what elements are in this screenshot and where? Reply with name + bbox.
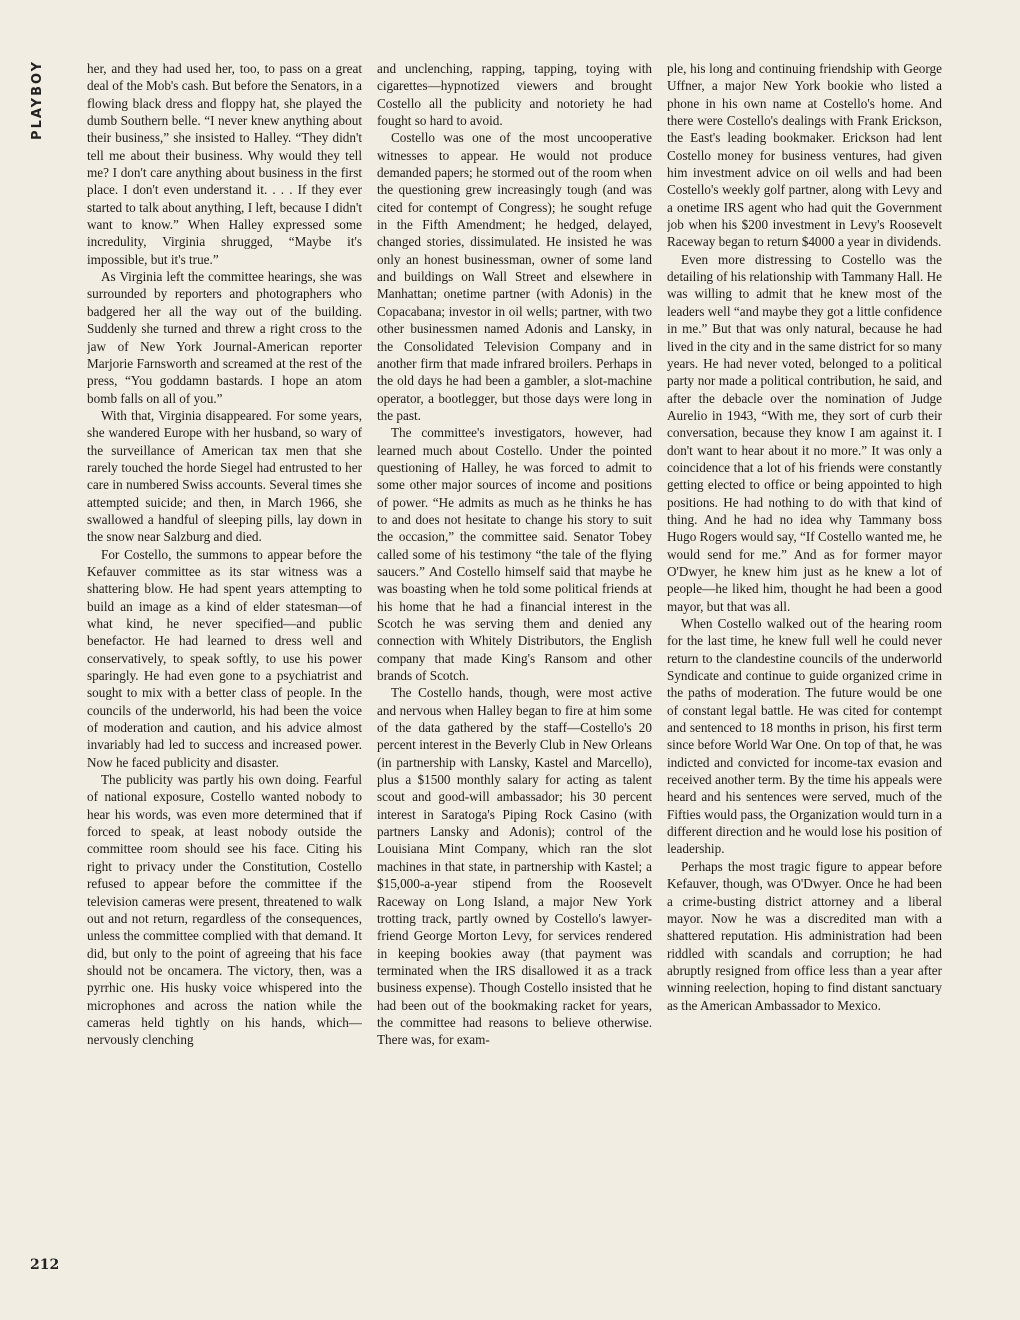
paragraph: Perhaps the most tragic figure to appear before Kefauver, though, was O'Dwyer. Once he had been a crime-busting district attorney and a liberal mayor. Now he was a discredited man with a shattered reputation. His administration had been riddled with scandals and corruption; he had abruptly resigned from office less than a year after winning reelection, hoping to find distant sanctuary as the American Ambassador to Mexico. — [667, 858, 942, 1013]
paragraph: ple, his long and continuing friendship with George Uffner, a major New York bookie who listed a phone in his own name at Costello's home. And there were Costello's dealings with Frank Erickson, the East's leading bookmaker. Erickson had lent Costello money for business ventures, had given him investment advice on oil wells and had been Costello's weekly golf partner, along with Levy and a onetime IRS agent who had quit the Government job when his $200 investment in Levy's Roosevelt Raceway began to return $4000 a year in dividends. — [667, 61, 942, 250]
text-column-3 — [667, 60, 942, 1270]
paragraph: Costello was one of the most uncooperative witnesses to appear. He would not produce demanded papers; he stormed out of the room when the questioning grew increasingly tough (and was cited for contempt of Congress); he sought refuge in the Fifth Amendment; he hedged, delayed, changed stories, dissimulated. He insisted he was only an honest businessman, owner of some land and buildings on Wall Street and elsewhere in Manhattan; onetime partner (with Adonis) in the Copacabana; investor in oil wells; partner, with two other businessmen named Adonis and Lansky, in the Consolidated Television Company and in another firm that made infrared broilers. Perhaps in the old days he had been a gambler, a slot-machine operator, a bootlegger, but those days were long in the past. — [377, 130, 652, 423]
paragraph: When Costello walked out of the hearing room for the last time, he knew full well he could never return to the clandestine councils of the underworld Syndicate and continue to guide organized crime in the paths of moderation. The future would be one of constant legal battle. He was cited for contempt and sentenced to 18 months in prison, his first term since before World War One. On top of that, he was indicted and convicted for income-tax evasion and received another term. By the time his appeals were heard and his sentences were served, much of the Fifties would pass, the Organization would turn in a different direction and he would lose his position of leadership. — [667, 616, 942, 857]
paragraph: With that, Virginia disappeared. For some years, she wandered Europe with her husband, so wary of the surveillance of American tax men that she rarely touched the horde Siegel had entrusted to her care in numbered Swiss accounts. Several times she attempted suicide; and then, in March 1966, she swallowed a handful of sleeping pills, lay down in the snow near Salzburg and died. — [87, 407, 362, 545]
masthead-strip — [30, 60, 50, 140]
paragraph: Even more distressing to Costello was the detailing of his relationship with Tammany Hall. He was willing to admit that he knew most of the leaders well “and maybe they got a little confidence in me.” But that was only natural, because he had lived in the city and in the same district for so many years. He had never voted, belonged to a political party nor made a political contribution, he said, and after the debacle over the nomination of Judge Aurelio in 1943, “With me, they sort of curb their conversation, because they know I am against it. I don't want to hear about it no more.” It was only a coincidence that a lot of his friends were constantly getting elected to office or being appointed to high positions. He had nothing to do with that kind of thing. And he had no idea why Tammany boss Hugo Rogers would say, “If Costello wanted me, he would send for me.” And as for former mayor O'Dwyer, he knew him just as he knew a lot of people—he liked him, thought he had been a good mayor, but that was all. — [667, 251, 942, 614]
paragraph: her, and they had used her, too, to pass on a great deal of the Mob's cash. But before the Senators, in a flowing black dress and floppy hat, she played the dumb Southern belle. “I never knew anything about their business,” she insisted to Halley. “They didn't tell me about their business. Why would they tell me? I don't care anything about business in the first place. I don't even understand it. . . . If they ever started to talk about anything, I left, because I didn't want to know.” When Halley expressed some incredulity, Virginia shrugged, “Maybe it's impossible, but it's true.” — [87, 61, 362, 267]
text-column-2 — [377, 60, 652, 1270]
paragraph: The Costello hands, though, were most active and nervous when Halley began to fire at him some of the data gathered by the staff—Costello's 20 percent interest in the Beverly Club in New Orleans (in partnership with Lansky, Kastel and Marcello), plus a $1500 monthly salary for acting as talent scout and good-will ambassador; his 30 percent interest in Saratoga's Piping Rock Casino (with partners Lansky and Adonis); control of the Louisiana Mint Company, which ran the slot machines in that state, in partnership with Kastel; a $15,000-a-year stipend from the Roosevelt Raceway on Long Island, a major New York trotting track, partly owned by Costello's lawyer-friend George Morton Levy, for services rendered in keeping bookies away (that payment was terminated when the IRS disallowed it as a track business expense). Though Costello insisted that he had been out of the bookmaking racket for years, the committee had reasons to believe otherwise. There was, for exam- — [377, 685, 652, 1048]
page-number: 212 — [30, 1257, 60, 1273]
paragraph: The committee's investigators, however, had learned much about Costello. Under the pointed questioning of Halley, he was forced to admit to some other major sources of income and positions of power. “He admits as much as he thinks he has to and does not hesitate to change his story to suit the occasion,” the committee said. Senator Tobey called some of his testimony “the tale of the flying saucers.” And Costello himself said that maybe he was boasting when he told some political friends at his home that he had a financial interest in the Scotch he was serving them and denied any connection with Whitely Distributors, the English company that made King's Ransom and other brands of Scotch. — [377, 425, 652, 684]
paragraph: and unclenching, rapping, tapping, toying with cigarettes—hypnotized viewers and brought Costello all the publicity and notoriety he had fought so hard to avoid. — [377, 61, 652, 129]
paragraph: As Virginia left the committee hearings, she was surrounded by reporters and photographers who badgered her all the way out of the building. Suddenly she turned and threw a right cross to the jaw of New York Journal-American reporter Marjorie Farnsworth and screamed at the rest of the press, “You goddamn bastards. I hope an atom bomb falls on all of you.” — [87, 269, 362, 406]
paragraph: The publicity was partly his own doing. Fearful of national exposure, Costello wanted nobody to hear his words, was even more determined that if forced to speak, at least nobody outside the committee room should see his face. Citing his right to privacy under the Constitution, Costello refused to appear before the committee if the television cameras were present, threatened to walk out and not return, regardless of the consequences, unless the committee complied with that demand. It did, but only to the point of agreeing that his face should not be oncamera. The victory, then, was a pyrrhic one. His husky voice whispered into the microphones and across the nation while the cameras held tightly on his hands, which—nervously clenching — [87, 772, 362, 1048]
paragraph: For Costello, the summons to appear before the Kefauver committee as its star witness was a shattering blow. He had spent years attempting to build an image as a kind of elder statesman—of what kind, he never specified—and public benefactor. He had learned to dress well and conservatively, to speak softly, to use his power sparingly. He had even gone to a psychiatrist and sought to mix with a better class of people. In the councils of the underworld, his had been the voice of moderation and caution, and his advice almost invariably had led to success and increased power. Now he faced publicity and disaster. — [87, 546, 362, 770]
masthead: PLAYBOY — [30, 60, 45, 140]
text-column-1 — [87, 60, 362, 1270]
